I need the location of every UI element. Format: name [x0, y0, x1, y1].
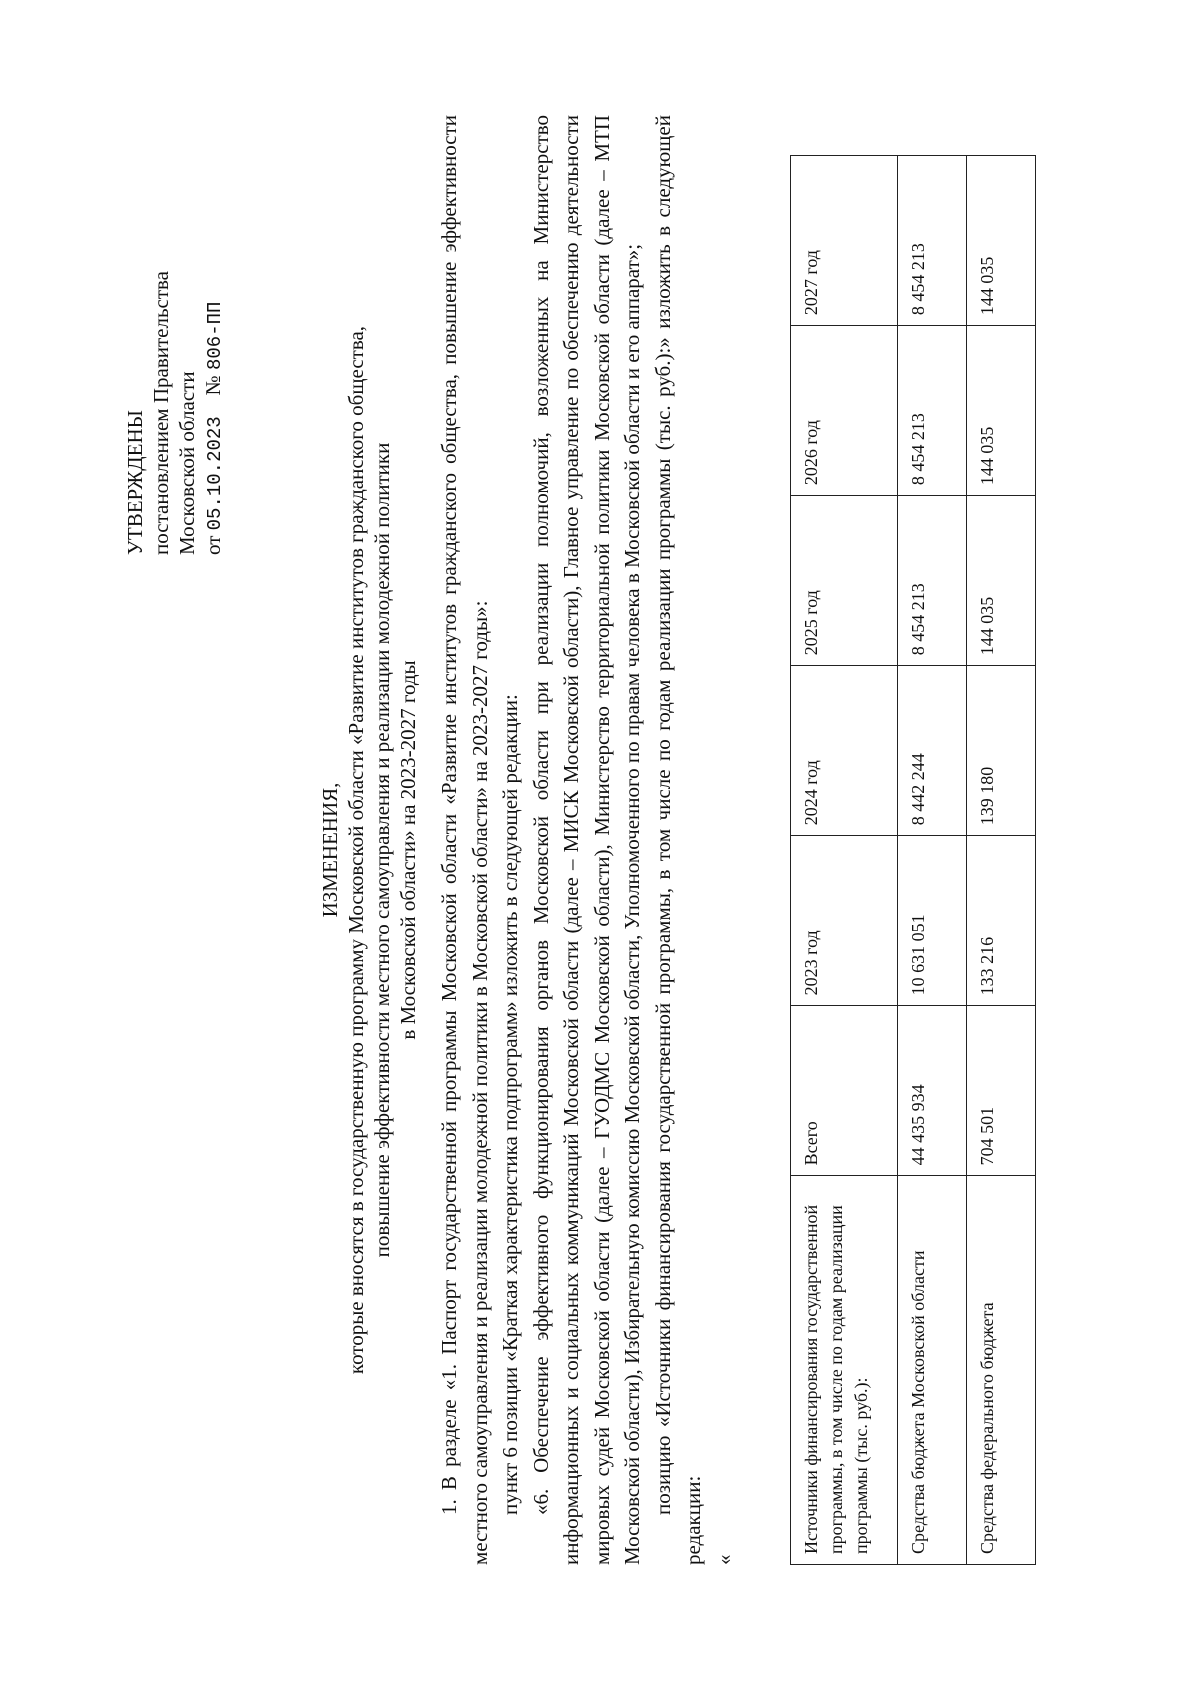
financing-table	[790, 155, 1036, 1565]
table-row	[967, 156, 1036, 1565]
table-cell: 704 501	[967, 1006, 1036, 1176]
approval-block	[122, 135, 228, 555]
table-cell: 8 454 213	[898, 496, 967, 666]
approval-date: 05.10.2023	[204, 416, 226, 531]
table-cell: 144 035	[967, 496, 1036, 666]
paragraph-1: 1. В разделе «1. Паспорт государственной программы Московской области «Развитие институтов гражданского общества, повышение эффективности местного самоуправления и реализации молодежной политики в Московской области» на 2023-2027 годы»:	[437, 115, 492, 1565]
document-page	[82, 60, 1182, 1640]
number-prefix: №	[201, 375, 225, 396]
quote-mark: «	[711, 1554, 736, 1565]
table-header-cell: Всего	[791, 1006, 898, 1176]
table-cell: 144 035	[967, 156, 1036, 326]
table-header-cell: 2023 год	[791, 836, 898, 1006]
document-body	[434, 115, 739, 1565]
table-cell: 10 631 051	[898, 836, 967, 1006]
paragraph-4: позицию «Источники финансирования государственной программы, в том числе по годам реализации программы (тыс. руб.):» изложить в следующей редакции:	[650, 115, 705, 1565]
approval-date-line	[200, 135, 228, 555]
table-header-cell: Источники финансирования государственной программы, в том числе по годам реализации программы (тыс. руб.):	[791, 1176, 898, 1565]
title-line-3: в Московской области» на 2023-2027 годы	[396, 660, 420, 1040]
table-row	[898, 156, 967, 1565]
table-header-cell: 2024 год	[791, 666, 898, 836]
table-cell: 8 454 213	[898, 326, 967, 496]
approval-heading: УТВЕРЖДЕНЫ	[123, 410, 147, 555]
table-cell: 133 216	[967, 836, 1036, 1006]
table-cell: 139 180	[967, 666, 1036, 836]
table-header-cell: 2027 год	[791, 156, 898, 326]
table-cell: 8 442 244	[898, 666, 967, 836]
approval-region: Московской области	[175, 371, 199, 555]
approval-authority: постановлением Правительства	[149, 270, 173, 555]
table-cell: Средства бюджета Московской области	[898, 1176, 967, 1565]
title-line-2: повышение эффективности местного самоуправления и реализации молодежной политики	[370, 442, 394, 1258]
paragraph-2: пункт 6 позиции «Краткая характеристика подпрограмм» изложить в следующей редакции:	[498, 694, 522, 1515]
title-line-1: которые вносятся в государственную программу Московской области «Развитие институтов гражданского общества,	[344, 325, 368, 1375]
table-cell: 144 035	[967, 326, 1036, 496]
table-cell: Средства федерального бюджета	[967, 1176, 1036, 1565]
table-header-cell: 2025 год	[791, 496, 898, 666]
approval-number: 806-ПП	[204, 301, 226, 371]
paragraph-3: «6. Обеспечение эффективного функционирования органов Московской области при реализации полномочий, возложенных на Министерство информационных и социальных коммуникаций Московской области (далее – МИСК Московской области), Главное управление по обеспечению деятельности мировых судей Московской области (далее – ГУОДМС Московской области), Министерство территориальной политики Московской области (далее – МТП Московской области), Избирательную комиссию Московской области, Уполномоченного по правам человека в Московской области и его аппарат»;	[528, 115, 644, 1565]
table-cell: 8 454 213	[898, 156, 967, 326]
document-title	[317, 60, 421, 1640]
date-prefix: от	[201, 535, 225, 555]
table-header-cell: 2026 год	[791, 326, 898, 496]
table-cell: 44 435 934	[898, 1006, 967, 1176]
table-header-row	[791, 156, 898, 1565]
title-heading: ИЗМЕНЕНИЯ,	[318, 782, 342, 918]
